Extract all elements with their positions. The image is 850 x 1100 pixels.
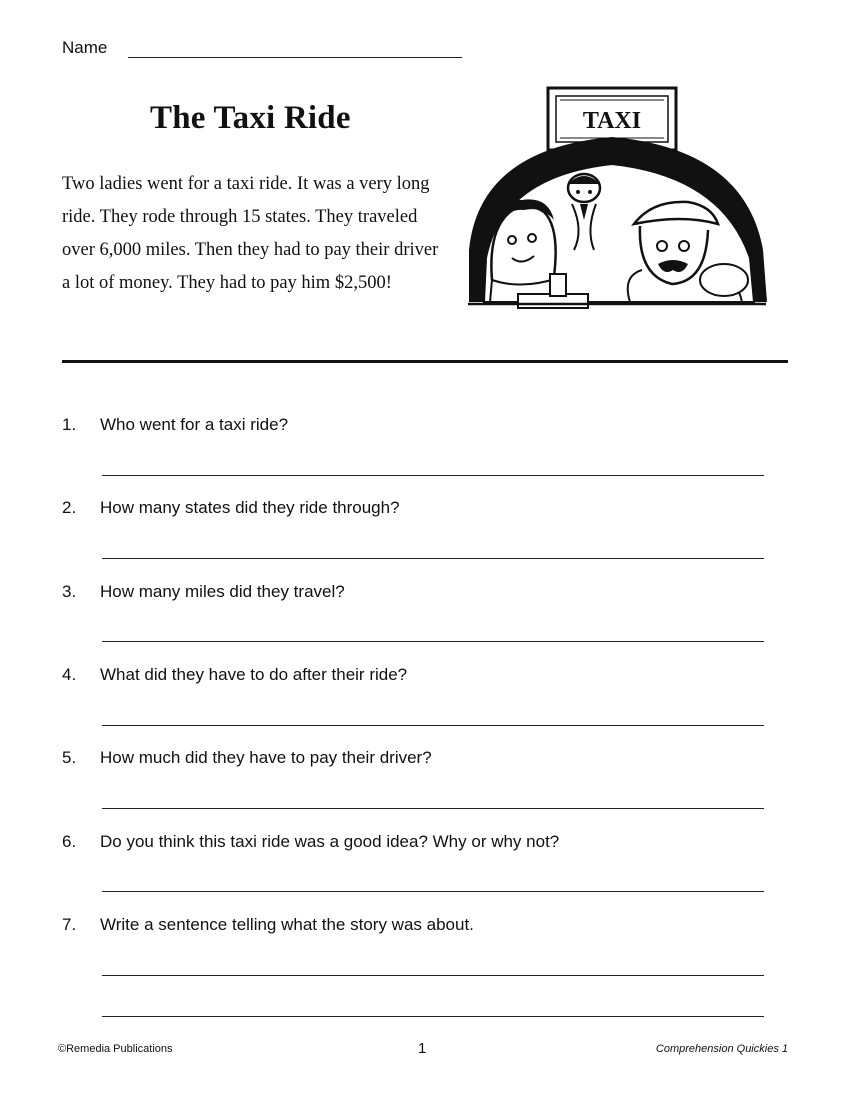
- story-line: ride. They rode through 15 states. They traveled: [62, 207, 418, 227]
- question-text: How much did they have to pay their driver?: [100, 748, 432, 767]
- question-number: 4.: [62, 665, 77, 684]
- answer-line-7b[interactable]: [102, 1016, 764, 1017]
- answer-line-5[interactable]: [102, 808, 764, 809]
- answer-line-7a[interactable]: [102, 975, 764, 976]
- question-text: Write a sentence telling what the story was about.: [100, 915, 474, 934]
- question-2: [62, 498, 400, 518]
- question-text: Who went for a taxi ride?: [100, 415, 289, 434]
- page-number: 1: [418, 1040, 427, 1057]
- taxi-illustration: [462, 80, 772, 320]
- answer-line-2[interactable]: [102, 558, 764, 559]
- name-label: Name: [62, 38, 108, 57]
- story-line: over 6,000 miles. Then they had to pay their driver: [62, 240, 439, 260]
- answer-line-4[interactable]: [102, 725, 764, 726]
- question-text: How many states did they ride through?: [100, 498, 400, 517]
- story-line: a lot of money. They had to pay him $2,500!: [62, 273, 392, 293]
- story-paragraph: [62, 168, 452, 300]
- book-title: Comprehension Quickies 1: [655, 1043, 788, 1055]
- question-text: How many miles did they travel?: [100, 582, 345, 601]
- answer-line-3[interactable]: [102, 641, 764, 642]
- answer-line-1[interactable]: [102, 475, 764, 476]
- name-input-line[interactable]: [128, 57, 462, 58]
- page-title: The Taxi Ride: [150, 100, 351, 136]
- copyright-text: ©Remedia Publications: [58, 1043, 173, 1055]
- question-text: Do you think this taxi ride was a good idea? Why or why not?: [100, 832, 560, 851]
- question-4: [62, 665, 407, 685]
- story-line: Two ladies went for a taxi ride. It was a very long: [62, 174, 430, 194]
- question-number: 5.: [62, 748, 77, 767]
- question-number: 1.: [62, 415, 77, 434]
- question-number: 7.: [62, 915, 77, 934]
- taxi-sign-text: TAXI: [582, 108, 642, 134]
- question-text: What did they have to do after their ride?: [100, 665, 408, 684]
- answer-line-6[interactable]: [102, 891, 764, 892]
- section-divider: [62, 360, 788, 363]
- question-5: [62, 748, 432, 768]
- question-number: 2.: [62, 498, 77, 517]
- question-number: 3.: [62, 582, 77, 601]
- question-7: [62, 915, 474, 935]
- question-number: 6.: [62, 832, 77, 851]
- question-6: [62, 832, 559, 852]
- question-1: [62, 415, 288, 435]
- question-3: [62, 582, 345, 602]
